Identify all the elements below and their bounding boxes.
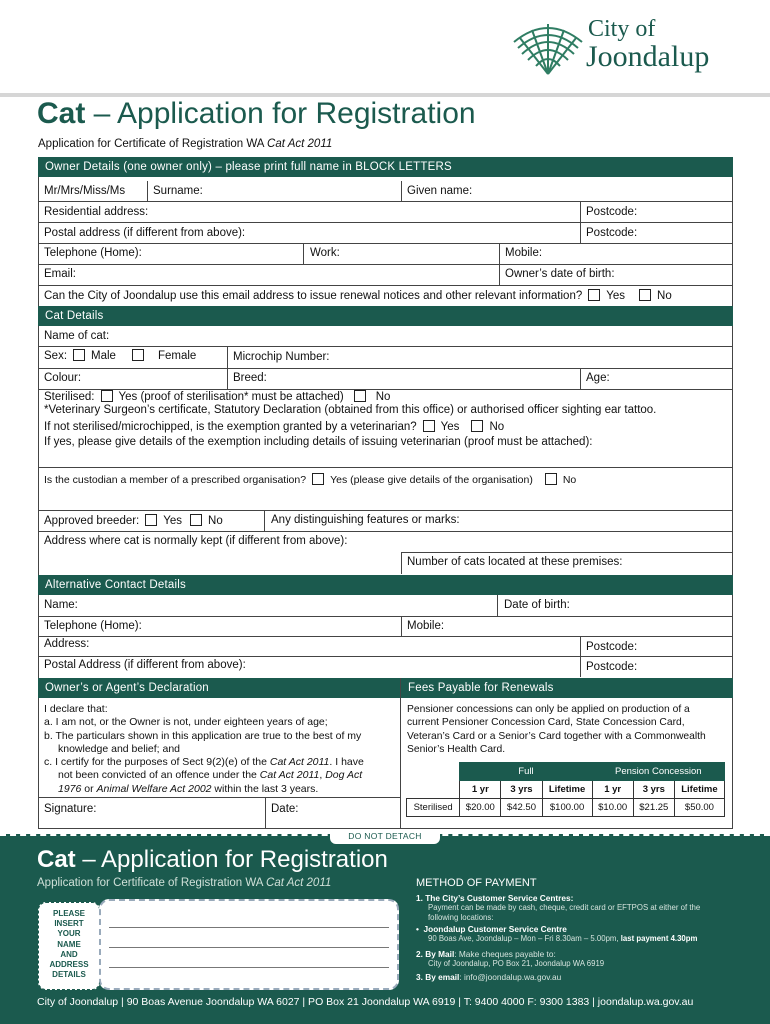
fees-note-2: current Pensioner Concession Card, State Concession Card, <box>407 717 685 729</box>
divider <box>401 552 402 574</box>
email-yes-checkbox[interactable] <box>588 289 600 301</box>
payment-1-bullet: • Joondalup Customer Service Centre <box>416 924 567 934</box>
title-field-label: Mr/Mrs/Miss/Ms <box>44 185 126 197</box>
payment-2 <box>416 949 700 959</box>
alt-name-label: Name: <box>44 599 78 611</box>
vet-note: *Veterinary Surgeon’s certificate, Statutory Declaration (obtained from this office) or authorised officer sighting ear tattoo. <box>44 404 657 416</box>
fees-note-1: Pensioner concessions can only be applied on production of a <box>407 704 690 715</box>
fees-note-3: Veteran’s Card or a Senior’s Card together with a Commonwealth <box>407 730 706 742</box>
exempt-question: If not sterilised/microchipped, is the exemption granted by a veterinarian? <box>44 421 417 433</box>
payment-3 <box>416 972 700 982</box>
payment-1-line: Payment can be made by cash, cheque, credit card or EFTPOS at either of the <box>428 903 701 912</box>
sterilised-row <box>44 390 390 403</box>
sterilised-no-checkbox[interactable] <box>354 390 366 402</box>
decl-c2d: Dog Act <box>325 769 363 782</box>
remit-subtitle-act: Cat Act 2011 <box>266 877 332 889</box>
fees-value-row <box>407 799 725 817</box>
fees-table <box>406 762 725 817</box>
colour-label: Colour: <box>44 372 82 384</box>
remit-title-bold: Cat <box>37 846 76 873</box>
fees-col-row <box>407 781 725 799</box>
fees-group-row <box>407 763 725 781</box>
payment-methods <box>416 877 700 982</box>
payment-1-address-text: 90 Boas Ave, Joondalup – Mon – Fri 8.30am – 5.00pm, <box>428 934 619 943</box>
alt-header: Alternative Contact Details <box>38 575 733 595</box>
fees-blank-cell-2 <box>407 781 460 799</box>
decl-c3c: Animal Welfare Act 2002 <box>96 782 212 795</box>
fees-pension-header: Pension Concession <box>592 763 724 781</box>
subtitle-text: Application for Certificate of Registration WA <box>38 138 268 150</box>
fees-value: $100.00 <box>542 799 592 817</box>
logo-text-2: Joondalup <box>586 40 710 73</box>
fees-col: 1 yr <box>592 781 633 799</box>
email-question <box>44 289 672 302</box>
fees-header: Fees Payable for Renewals <box>401 678 733 698</box>
divider <box>580 368 581 389</box>
cat-name-label: Name of cat: <box>44 330 110 342</box>
fees-col: 3 yrs <box>633 781 674 799</box>
exempt-yes-checkbox[interactable] <box>423 420 435 432</box>
alt-postcode-label: Postcode: <box>586 641 638 653</box>
page-title <box>37 97 476 131</box>
payment-2-address: City of Joondalup, PO Box 21, Joondalup WA 6919 <box>428 959 605 968</box>
divider <box>38 222 733 223</box>
female-label: Female <box>157 350 197 362</box>
divider <box>401 181 402 201</box>
sterilised-yes-checkbox[interactable] <box>101 390 113 402</box>
divider <box>38 243 733 244</box>
decl-c1c: . I have <box>329 756 364 769</box>
divider <box>38 616 733 617</box>
address-kept-label: Address where cat is normally kept (if different from above): <box>44 535 348 547</box>
insert-line: ADDRESS <box>49 960 89 970</box>
owner-header: Owner Details (one owner only) – please print full name in BLOCK LETTERS <box>38 157 733 177</box>
decl-c2 <box>44 769 364 782</box>
divider <box>265 797 266 829</box>
fees-value: $21.25 <box>633 799 674 817</box>
address-line <box>109 967 389 968</box>
remit-title-rest: – Application for Registration <box>75 846 388 873</box>
work-label: Work: <box>310 247 340 259</box>
remit-title <box>37 846 388 874</box>
alt-postal-label: Postal Address (if different from above): <box>44 659 246 671</box>
microchip-label: Microchip Number: <box>233 351 330 363</box>
fees-col: 1 yr <box>460 781 501 799</box>
custodian-question: Is the custodian a member of a prescribed organisation? <box>44 474 307 486</box>
yes-label: Yes <box>606 290 626 302</box>
fees-row-label: Sterilised <box>407 799 460 817</box>
divider <box>38 636 733 637</box>
divider <box>38 656 733 657</box>
decl-c1a: c. I certify for the purposes of Sect 9(2)(e) of the <box>44 756 270 769</box>
exempt-no-label: No <box>489 421 505 433</box>
postcode-label-2: Postcode: <box>586 227 638 239</box>
divider <box>401 616 402 636</box>
payment-1-bullet-text: Joondalup Customer Service Centre <box>423 924 567 934</box>
payment-1-line: following locations: <box>428 913 494 922</box>
declaration-text <box>44 703 364 796</box>
breeder-label: Approved breeder: <box>44 515 140 527</box>
cat-header: Cat Details <box>38 306 733 326</box>
divider <box>400 678 401 829</box>
breeder-yes-checkbox[interactable] <box>145 514 157 526</box>
remit-subtitle <box>37 877 331 889</box>
divider <box>401 552 733 553</box>
decl-b2: knowledge and belief; and <box>58 742 181 755</box>
decl-c3b: or <box>81 782 97 795</box>
telephone-label: Telephone (Home): <box>44 247 142 259</box>
mobile-label: Mobile: <box>505 247 543 259</box>
fees-value: $42.50 <box>501 799 542 817</box>
decl-c1b: Cat Act 2011 <box>269 756 330 769</box>
insert-line: YOUR <box>57 929 81 939</box>
divider <box>38 510 733 511</box>
divider <box>38 531 733 532</box>
fees-blank-cell <box>407 763 460 781</box>
divider <box>38 201 733 202</box>
exempt-row <box>44 420 504 433</box>
fees-note <box>407 703 706 756</box>
dob-label: Owner’s date of birth: <box>505 268 615 280</box>
declaration-header: Owner’s or Agent’s Declaration <box>38 678 400 698</box>
divider <box>303 243 304 264</box>
surname-label: Surname: <box>153 185 203 197</box>
decl-c3d: within the last 3 years. <box>211 782 319 795</box>
payment-1-title: 1. The City’s Customer Service Centres: <box>416 893 574 903</box>
alt-dob-label: Date of birth: <box>504 599 570 611</box>
address-line <box>109 947 389 948</box>
given-name-label: Given name: <box>407 185 473 197</box>
method-heading: METHOD OF PAYMENT <box>416 877 537 889</box>
decl-c3 <box>44 783 364 796</box>
insert-line: PLEASE <box>52 909 85 918</box>
insert-line: NAME <box>57 939 81 949</box>
alt-postcode-label-2: Postcode: <box>586 661 638 673</box>
divider <box>38 797 400 798</box>
email-label: Email: <box>44 268 76 280</box>
custodian-yes-checkbox[interactable] <box>312 473 324 485</box>
fees-value: $50.00 <box>674 799 724 817</box>
date-label: Date: <box>271 803 299 815</box>
fees-col: Lifetime <box>674 781 724 799</box>
payment-2-title: 2. By Mail <box>416 949 455 959</box>
insert-line: INSERT <box>54 919 84 929</box>
breeder-yes-label: Yes <box>163 515 183 527</box>
insert-line: AND <box>60 949 78 959</box>
fees-col: Lifetime <box>542 781 592 799</box>
decl-c1 <box>44 756 364 769</box>
decl-a: a. I am not, or the Owner is not, under eighteen years of age; <box>44 716 328 729</box>
fees-col: 3 yrs <box>501 781 542 799</box>
insert-name-label <box>38 902 100 990</box>
payment-1-last: last payment 4.30pm <box>618 934 698 943</box>
decl-c2c: , <box>319 769 326 782</box>
custodian-row <box>44 473 576 486</box>
exempt-yes-label: Yes <box>440 421 460 433</box>
postcode-label: Postcode: <box>586 206 638 218</box>
decl-c3a: 1976 <box>58 782 82 795</box>
divider <box>38 285 733 286</box>
remit-subtitle-text: Application for Certificate of Registration WA <box>37 877 267 889</box>
alt-address-label: Address: <box>44 638 90 650</box>
footer: City of Joondalup | 90 Boas Avenue Joondalup WA 6027 | PO Box 21 Joondalup WA 6919 | T: 9400 4000 F: 9300 1383 | joondalup.wa.gov.au <box>37 996 694 1008</box>
decl-c2a: not been convicted of an offence under the <box>58 769 260 782</box>
logo-text-1: City of <box>588 16 656 42</box>
divider <box>38 467 733 468</box>
exempt-no-checkbox[interactable] <box>471 420 483 432</box>
do-not-detach-label: DO NOT DETACH <box>330 829 440 844</box>
email-question-text: Can the City of Joondalup use this email address to issue renewal notices and other relevant information? <box>44 290 583 302</box>
postal-label: Postal address (if different from above): <box>44 227 246 239</box>
subtitle-act: Cat Act 2011 <box>267 138 333 150</box>
sterilised-label: Sterilised: <box>44 391 95 403</box>
residential-label: Residential address: <box>44 206 149 218</box>
alt-mobile-label: Mobile: <box>407 620 445 632</box>
exempt-details: If yes, please give details of the exemption including details of issuing veterinarian (proof must be attached): <box>44 436 593 448</box>
payment-1-text <box>416 903 700 923</box>
breeder-no-label: No <box>208 515 223 527</box>
payment-2-text: : Make cheques payable to: <box>454 949 556 959</box>
signature-label: Signature: <box>44 803 97 815</box>
fees-full-header: Full <box>460 763 592 781</box>
sex-label: Sex: <box>44 350 68 362</box>
payment-3-text: : info@joondalup.wa.gov.au <box>459 972 562 982</box>
sterilised-no-label: No <box>375 391 391 403</box>
sex-row <box>44 349 196 362</box>
breeder-no-checkbox[interactable] <box>190 514 202 526</box>
title-rest: – Application for Registration <box>85 97 476 130</box>
address-line <box>109 927 389 928</box>
payment-1-address <box>416 934 700 943</box>
divider <box>38 346 733 347</box>
custodian-no-label: No <box>562 474 577 486</box>
insert-line: DETAILS <box>52 970 86 980</box>
alt-tel-label: Telephone (Home): <box>44 620 142 632</box>
fees-value: $10.00 <box>592 799 633 817</box>
name-address-box[interactable] <box>99 899 399 990</box>
sterilised-yes-label: Yes (proof of sterilisation* must be attached) <box>118 391 344 403</box>
features-label: Any distinguishing features or marks: <box>271 514 460 526</box>
male-checkbox[interactable] <box>73 349 85 361</box>
title-bold: Cat <box>37 97 86 130</box>
divider <box>264 510 265 531</box>
fees-value: $20.00 <box>460 799 501 817</box>
custodian-yes-label: Yes (please give details of the organisation) <box>330 474 533 486</box>
divider <box>147 181 148 201</box>
logo-mark <box>512 20 584 76</box>
male-label: Male <box>91 350 116 362</box>
decl-c2b: Cat Act 2011 <box>259 769 320 782</box>
female-checkbox[interactable] <box>132 349 144 361</box>
decl-b1: b. The particulars shown in this application are true to the best of my <box>44 729 362 742</box>
breeder-row <box>44 514 223 527</box>
age-label: Age: <box>586 372 610 384</box>
divider <box>38 368 733 369</box>
num-cats-label: Number of cats located at these premises: <box>407 556 623 568</box>
subtitle <box>38 138 332 150</box>
custodian-no-checkbox[interactable] <box>545 473 557 485</box>
no-label: No <box>657 290 672 302</box>
breed-label: Breed: <box>233 372 267 384</box>
divider <box>38 264 733 265</box>
decl-intro: I declare that: <box>44 703 108 715</box>
email-no-checkbox[interactable] <box>639 289 651 301</box>
payment-3-title: 3. By email <box>416 972 460 982</box>
fees-note-4: Senior’s Health Card. <box>407 743 506 755</box>
divider <box>497 595 498 616</box>
